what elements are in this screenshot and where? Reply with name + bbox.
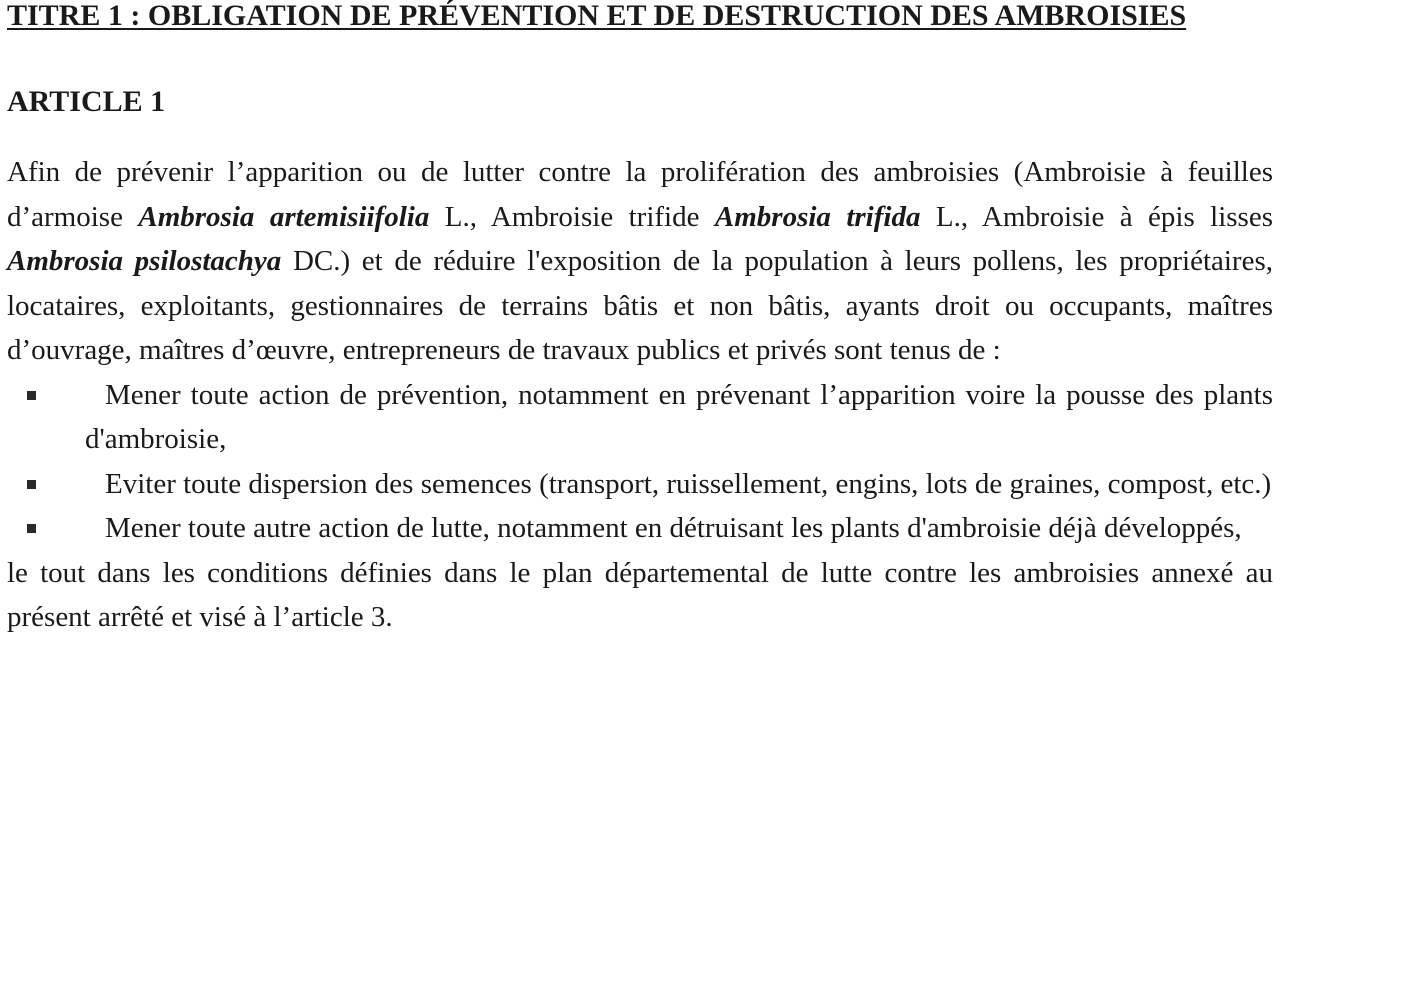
intro-text-3: L., Ambroisie à épis lisses	[920, 200, 1273, 233]
list-item	[7, 506, 1273, 551]
article-heading: ARTICLE 1	[7, 85, 166, 118]
intro-text-4: DC.) et de réduire l'exposition de la population à leurs pollens, les propriétaires, locataires, exploitants, gestionnaires de terrains bâtis et non bâtis, ayants droit ou occupants, maîtres d’ouvrage, maîtres d’œuvre, entrepreneurs de travaux publics et privés sont tenus de :	[7, 245, 1273, 366]
document-page	[7, 0, 1273, 640]
species-name-2: Ambrosia trifida	[714, 200, 921, 233]
list-item-text: Mener toute autre action de lutte, notamment en détruisant les plants d'ambroisie déjà développés,	[105, 512, 1242, 544]
square-bullet-icon	[27, 524, 36, 533]
intro-text-2: L., Ambroisie trifide	[429, 200, 715, 233]
square-bullet-icon	[27, 391, 36, 400]
intro-paragraph	[7, 150, 1273, 373]
obligations-list	[7, 373, 1273, 551]
species-name-3: Ambrosia psilostachya	[7, 245, 282, 277]
closing-paragraph: le tout dans les conditions définies dans le plan départemental de lutte contre les ambroisies annexé au présent arrêté et visé à l’article 3.	[7, 556, 1273, 633]
square-bullet-icon	[27, 480, 36, 489]
list-item	[7, 373, 1273, 462]
intro-text-1: Afin de prévenir l’apparition ou de lutter contre la prolifération des ambroisies (Ambroisie à feuilles d’armoise	[7, 156, 1273, 233]
species-name-1: Ambrosia artemisiifolia	[138, 200, 430, 233]
list-item-text: Eviter toute dispersion des semences (transport, ruissellement, engins, lots de graines, compost, etc.)	[105, 467, 1272, 500]
list-item	[7, 462, 1273, 507]
list-item-text: Mener toute action de prévention, notamment en prévenant l’apparition voire la pousse des plants d'ambroisie,	[85, 378, 1273, 455]
document-title: TITRE 1 : OBLIGATION DE PRÉVENTION ET DE DESTRUCTION DES AMBROISIES	[7, 0, 1187, 32]
